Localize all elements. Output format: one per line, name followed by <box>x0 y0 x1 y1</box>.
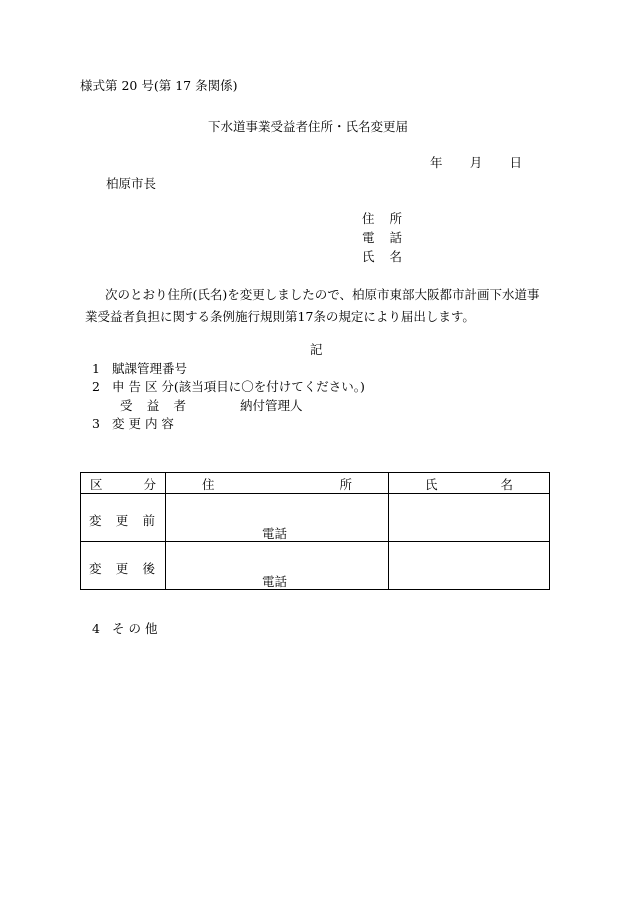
item-1-label: 賦課管理番号 <box>112 361 188 376</box>
name-cell-before[interactable] <box>389 494 550 542</box>
date-day-label: 日 <box>509 155 522 170</box>
option-beneficiary: 受 益 者 <box>120 398 186 413</box>
option-payment-manager: 納付管理人 <box>240 398 303 413</box>
phone-label: 電話 <box>262 526 288 541</box>
header-category: 区 分 <box>81 473 166 494</box>
form-number: 様式第 20 号(第 17 条関係) <box>80 78 238 93</box>
applicant-address-label: 住 所 <box>362 211 402 226</box>
body-paragraph: 次のとおり住所(氏名)を変更しましたので、柏原市東部大阪都市計画下水道事業受益者負担に関する条例施行規則第17条の規定により届出します。 <box>85 287 540 324</box>
item-3-label: 変 更 内 容 <box>112 416 174 431</box>
header-name: 氏 名 <box>389 473 550 494</box>
phone-label: 電話 <box>262 574 288 589</box>
date-line <box>430 155 522 170</box>
item-2-label: 申 告 区 分(該当項目に〇を付けてください。) <box>112 379 365 394</box>
date-year-label: 年 <box>430 155 443 170</box>
row-label-before: 変 更 前 <box>81 494 166 542</box>
addressee: 柏原市長 <box>106 176 157 191</box>
ki-heading: 記 <box>310 342 323 357</box>
address-cell-before[interactable] <box>166 494 389 542</box>
table-row <box>81 494 550 542</box>
document-title: 下水道事業受益者住所・氏名変更届 <box>208 119 409 134</box>
item-4-label: そ の 他 <box>112 621 158 636</box>
item-3-number: 3 <box>92 416 100 431</box>
address-cell-after[interactable] <box>166 542 389 590</box>
date-month-label: 月 <box>469 155 483 170</box>
table-row <box>81 542 550 590</box>
applicant-name-label: 氏 名 <box>362 249 402 264</box>
change-table <box>80 472 550 590</box>
item-2-number: 2 <box>92 379 100 394</box>
name-cell-after[interactable] <box>389 542 550 590</box>
applicant-phone-label: 電 話 <box>362 230 402 245</box>
item-4-number: 4 <box>92 621 100 636</box>
table-header-row <box>81 473 550 494</box>
row-label-after: 変 更 後 <box>81 542 166 590</box>
header-address: 住 所 <box>166 473 389 494</box>
item-1-number: 1 <box>92 361 100 376</box>
